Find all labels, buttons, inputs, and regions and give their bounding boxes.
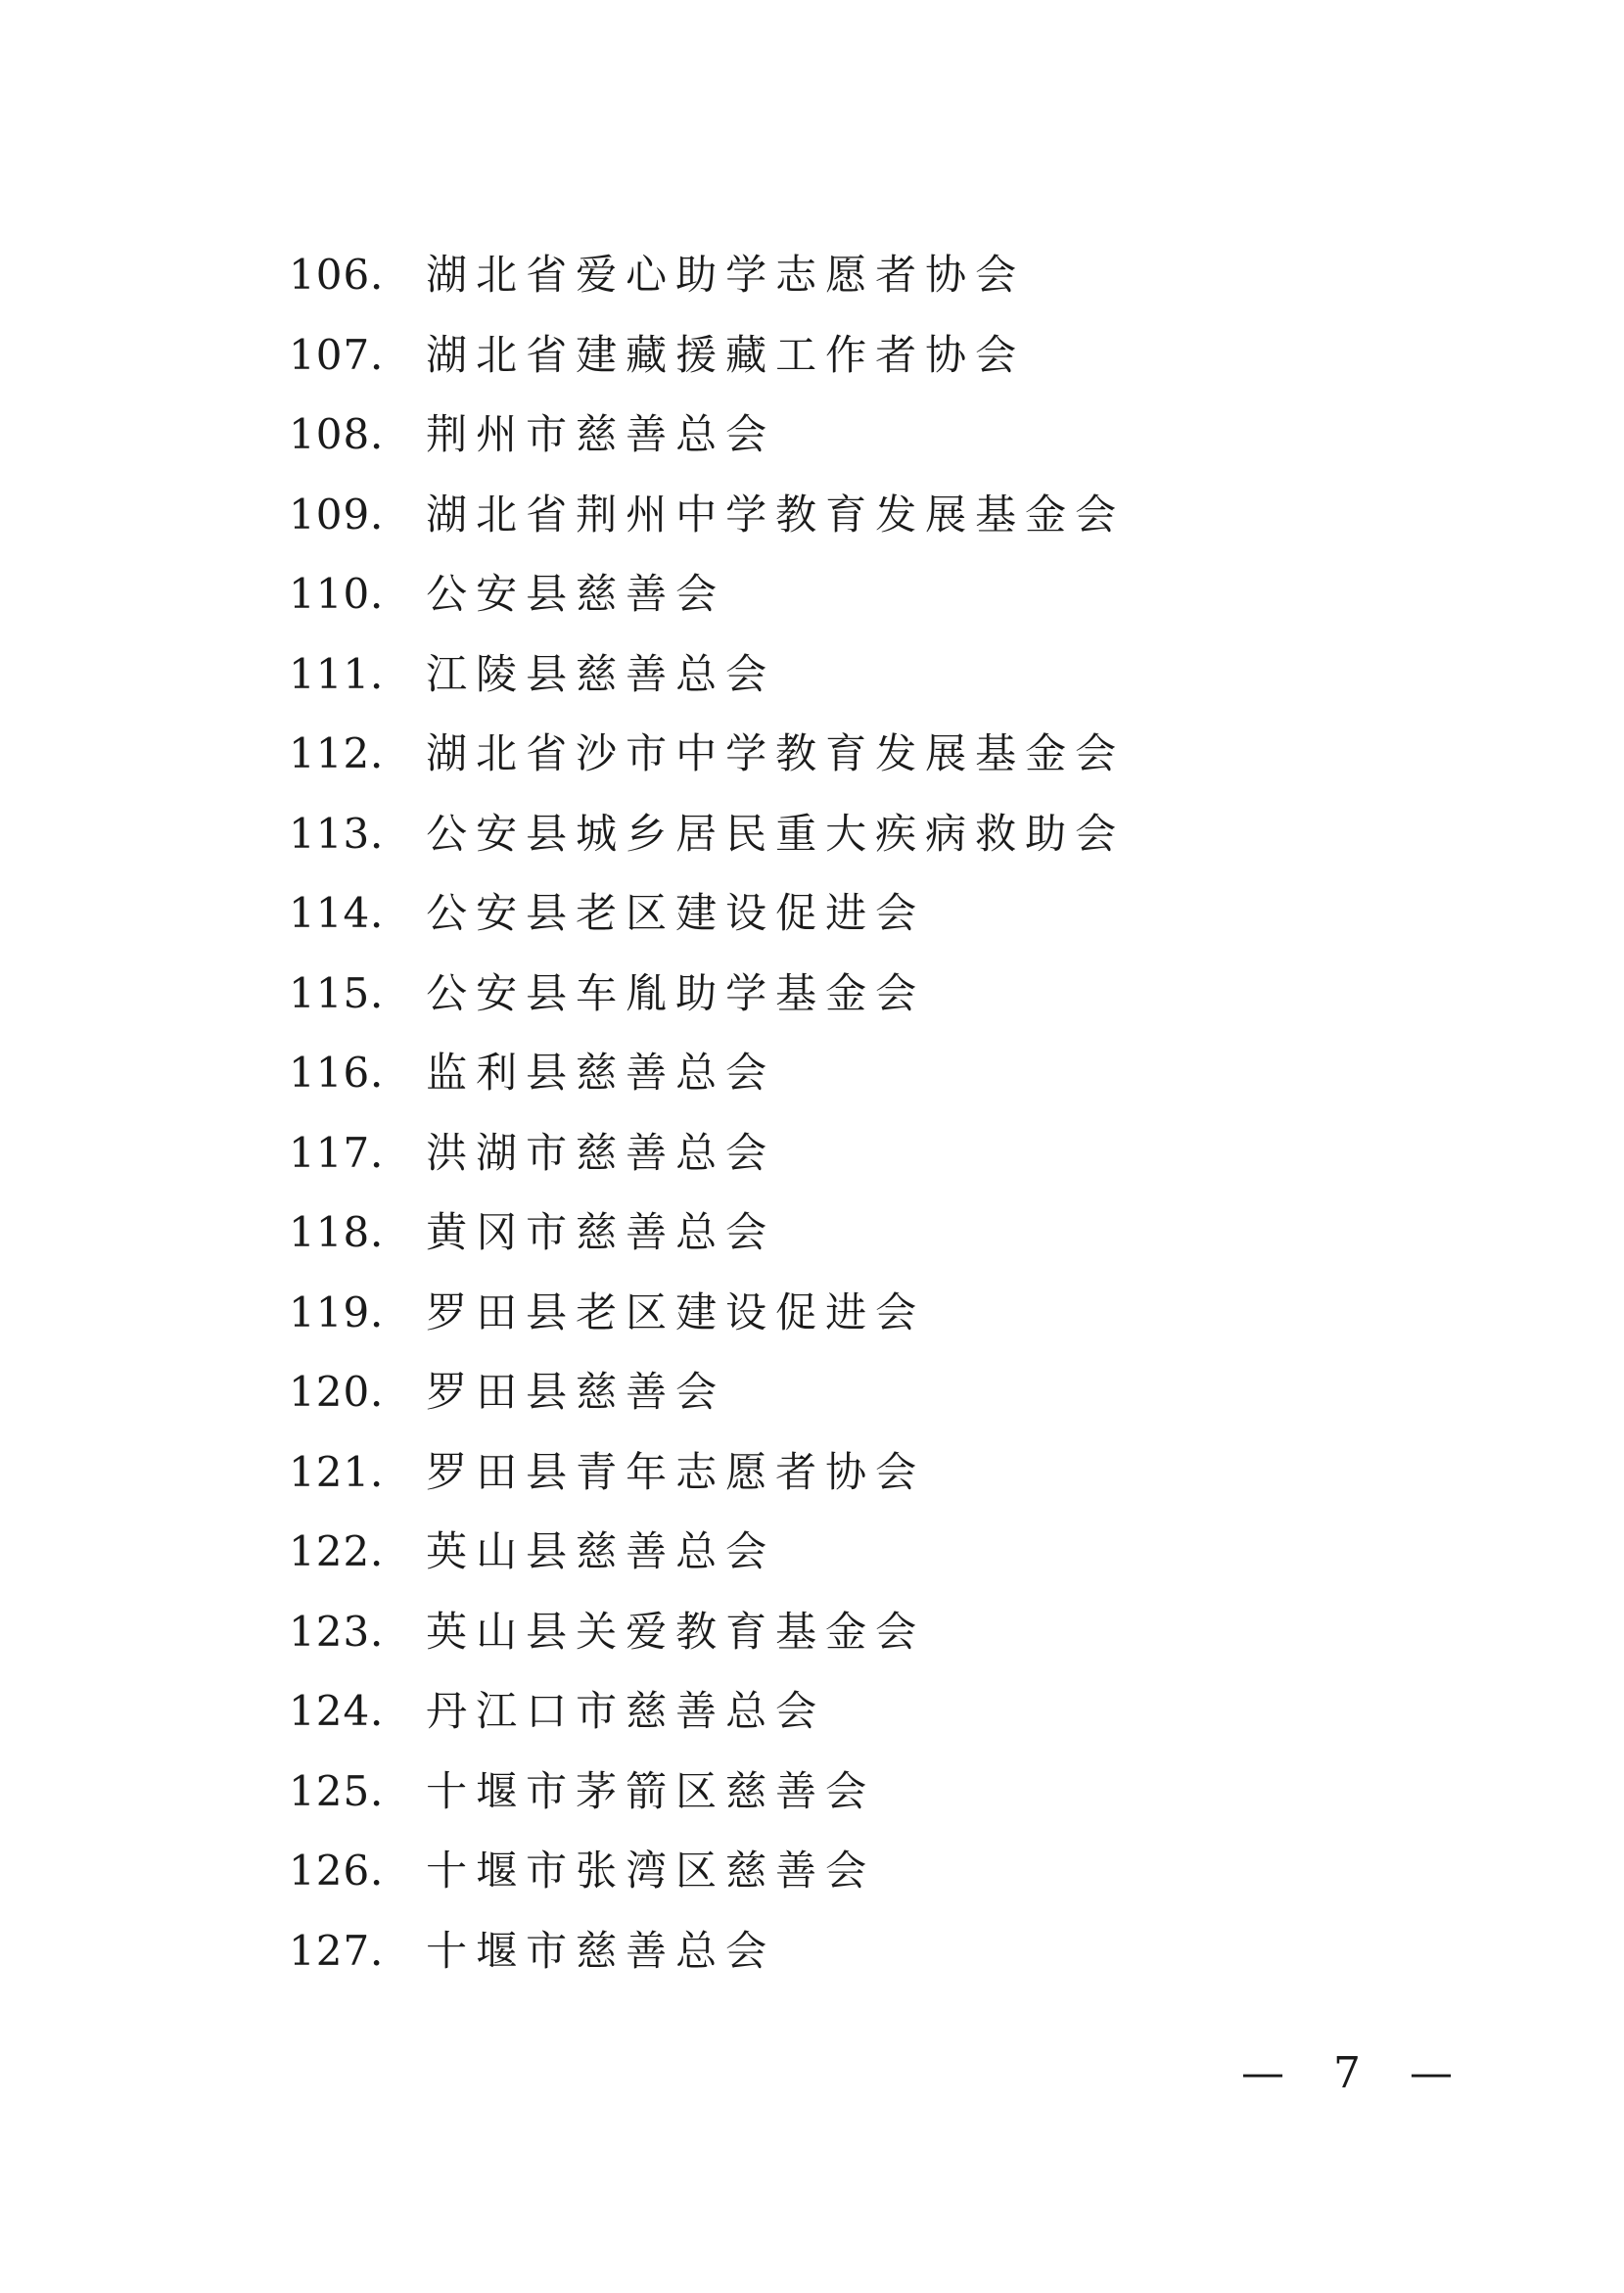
list-item [289,728,1125,809]
list-item [289,1926,1125,2006]
list-item [289,1207,1125,1287]
list-item [289,409,1125,490]
list-item [289,1526,1125,1607]
item-name: 公安县老区建设促进会 [426,889,926,937]
item-name: 英山县慈善总会 [426,1527,776,1575]
item-name: 洪湖市慈善总会 [426,1128,776,1177]
item-name: 湖北省建藏援藏工作者协会 [426,330,1026,379]
item-number: 125． [289,1766,413,1815]
item-name: 荆州市慈善总会 [426,410,776,458]
organization-list [289,250,1125,2005]
list-item [289,649,1125,729]
item-number: 116． [289,1049,413,1097]
list-item [289,1686,1125,1766]
item-name: 丹江口市慈善总会 [426,1687,826,1735]
item-name: 湖北省爱心助学志愿者协会 [426,251,1026,299]
list-item [289,330,1125,410]
item-name: 监利县慈善总会 [426,1049,776,1097]
list-item [289,1846,1125,1926]
item-name: 公安县慈善会 [426,570,726,618]
item-number: 112． [289,729,413,777]
item-number: 124． [289,1687,413,1735]
list-item [289,250,1125,330]
item-number: 117． [289,1128,413,1177]
list-item [289,490,1125,570]
item-number: 106． [289,251,413,299]
item-name: 湖北省沙市中学教育发展基金会 [426,729,1126,777]
item-number: 122． [289,1527,413,1575]
list-item [289,1447,1125,1527]
item-number: 120． [289,1368,413,1416]
list-item [289,809,1125,889]
item-name: 十堰市茅箭区慈善会 [426,1766,876,1815]
item-number: 110． [289,570,413,618]
list-item [289,968,1125,1049]
item-number: 115． [289,968,413,1017]
item-name: 英山县关爱教育基金会 [426,1607,926,1656]
page-number: — 7 — [1241,2048,1470,2098]
item-name: 公安县城乡居民重大疾病救助会 [426,809,1126,858]
item-number: 111． [289,649,413,698]
list-item [289,1128,1125,1208]
list-item [289,1367,1125,1447]
item-number: 118． [289,1208,413,1256]
item-number: 108． [289,410,413,458]
item-name: 江陵县慈善总会 [426,649,776,698]
list-item [289,1607,1125,1687]
item-number: 123． [289,1607,413,1656]
item-number: 113． [289,809,413,858]
item-name: 湖北省荆州中学教育发展基金会 [426,490,1126,538]
item-number: 126． [289,1847,413,1895]
item-name: 黄冈市慈善总会 [426,1208,776,1256]
item-number: 109． [289,490,413,538]
list-item [289,1287,1125,1368]
item-number: 127． [289,1926,413,1975]
item-number: 107． [289,330,413,379]
list-item [289,888,1125,968]
item-number: 121． [289,1447,413,1496]
item-name: 罗田县慈善会 [426,1368,726,1416]
item-number: 119． [289,1287,413,1336]
list-item [289,569,1125,649]
item-name: 罗田县老区建设促进会 [426,1287,926,1336]
item-name: 公安县车胤助学基金会 [426,968,926,1017]
list-item [289,1048,1125,1128]
item-name: 十堰市张湾区慈善会 [426,1847,876,1895]
item-name: 十堰市慈善总会 [426,1926,776,1975]
item-name: 罗田县青年志愿者协会 [426,1447,926,1496]
item-number: 114． [289,889,413,937]
list-item [289,1766,1125,1847]
